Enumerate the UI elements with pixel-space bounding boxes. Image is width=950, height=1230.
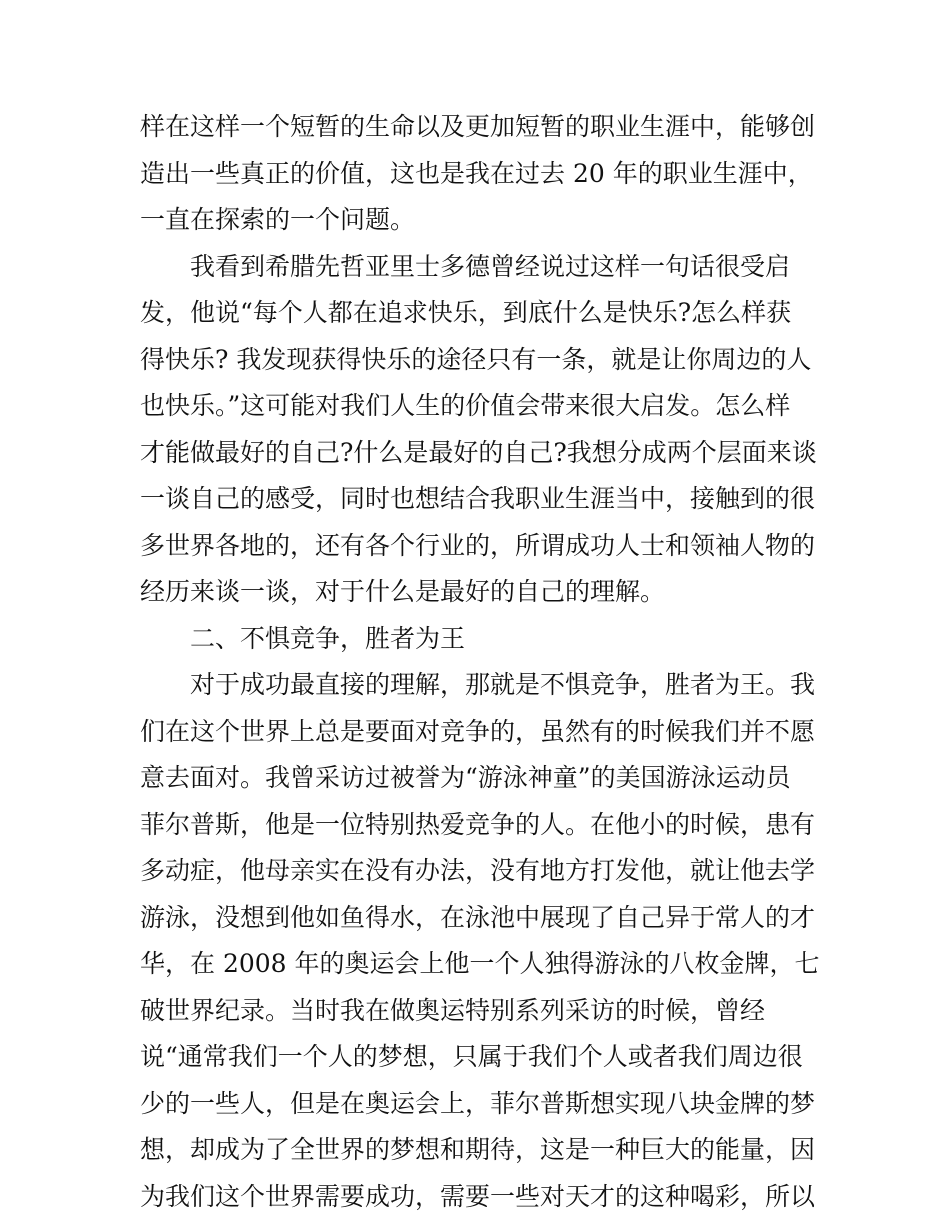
text-line: 也快乐。”这可能对我们人生的价值会带来很大启发。怎么样: [140, 391, 791, 420]
text-line: 说“通常我们一个人的梦想，只属于我们个人或者我们周边很: [140, 1042, 803, 1071]
text-line: 样在这样一个短暂的生命以及更加短暂的职业生涯中，能够创: [140, 112, 816, 141]
text-line: 多世界各地的，还有各个行业的，所谓成功人士和领袖人物的: [140, 530, 816, 560]
body-text: [140, 104, 820, 1220]
text-line: 意去面对。我曾采访过被誉为“游泳神童”的美国游泳运动员: [140, 763, 791, 792]
paragraph-first-line: 二、不惧竞争，胜者为王: [190, 623, 466, 653]
text-line: 才能做最好的自己?什么是最好的自己?我想分成两个层面来谈: [140, 437, 817, 467]
text-line: 经历来谈一谈，对于什么是最好的自己的理解。: [140, 577, 666, 606]
text-line: 造出一些真正的价值，这也是我在过去 20 年的职业生涯中，: [140, 158, 813, 188]
text-line: 想，却成为了全世界的梦想和期待，这是一种巨大的能量，因: [140, 1135, 816, 1164]
text-line: 为我们这个世界需要成功，需要一些对天才的这种喝彩，所以: [140, 1181, 816, 1211]
paragraph-first-line: 我看到希腊先哲亚里士多德曾经说过这样一句话很受启: [190, 251, 791, 281]
text-line: 破世界纪录。当时我在做奥运特别系列采访的时候，曾经: [140, 995, 766, 1025]
paragraph-first-line: 对于成功最直接的理解，那就是不惧竞争，胜者为王。我: [190, 670, 816, 699]
text-line: 游泳，没想到他如鱼得水，在泳池中展现了自己异于常人的才: [140, 902, 816, 932]
text-line: 少的一些人，但是在奥运会上，菲尔普斯想实现八块金牌的梦: [140, 1088, 816, 1118]
text-line: 们在这个世界上总是要面对竞争的，虽然有的时候我们并不愿: [140, 716, 816, 746]
text-line: 菲尔普斯，他是一位特别热爱竞争的人。在他小的时候，患有: [140, 809, 816, 839]
text-line: 一谈自己的感受，同时也想结合我职业生涯当中，接触到的很: [140, 484, 816, 513]
text-line: 华，在 2008 年的奥运会上他一个人独得游泳的八枚金牌，七: [140, 949, 820, 978]
text-line: 多动症，他母亲实在没有办法，没有地方打发他，就让他去学: [140, 856, 816, 885]
text-line: 一直在探索的一个问题。: [140, 205, 416, 234]
text-line: 得快乐? 我发现获得快乐的途径只有一条，就是让你周边的人: [140, 344, 812, 374]
text-line: 发，他说“每个人都在追求快乐，到底什么是快乐?怎么样获: [140, 298, 792, 327]
